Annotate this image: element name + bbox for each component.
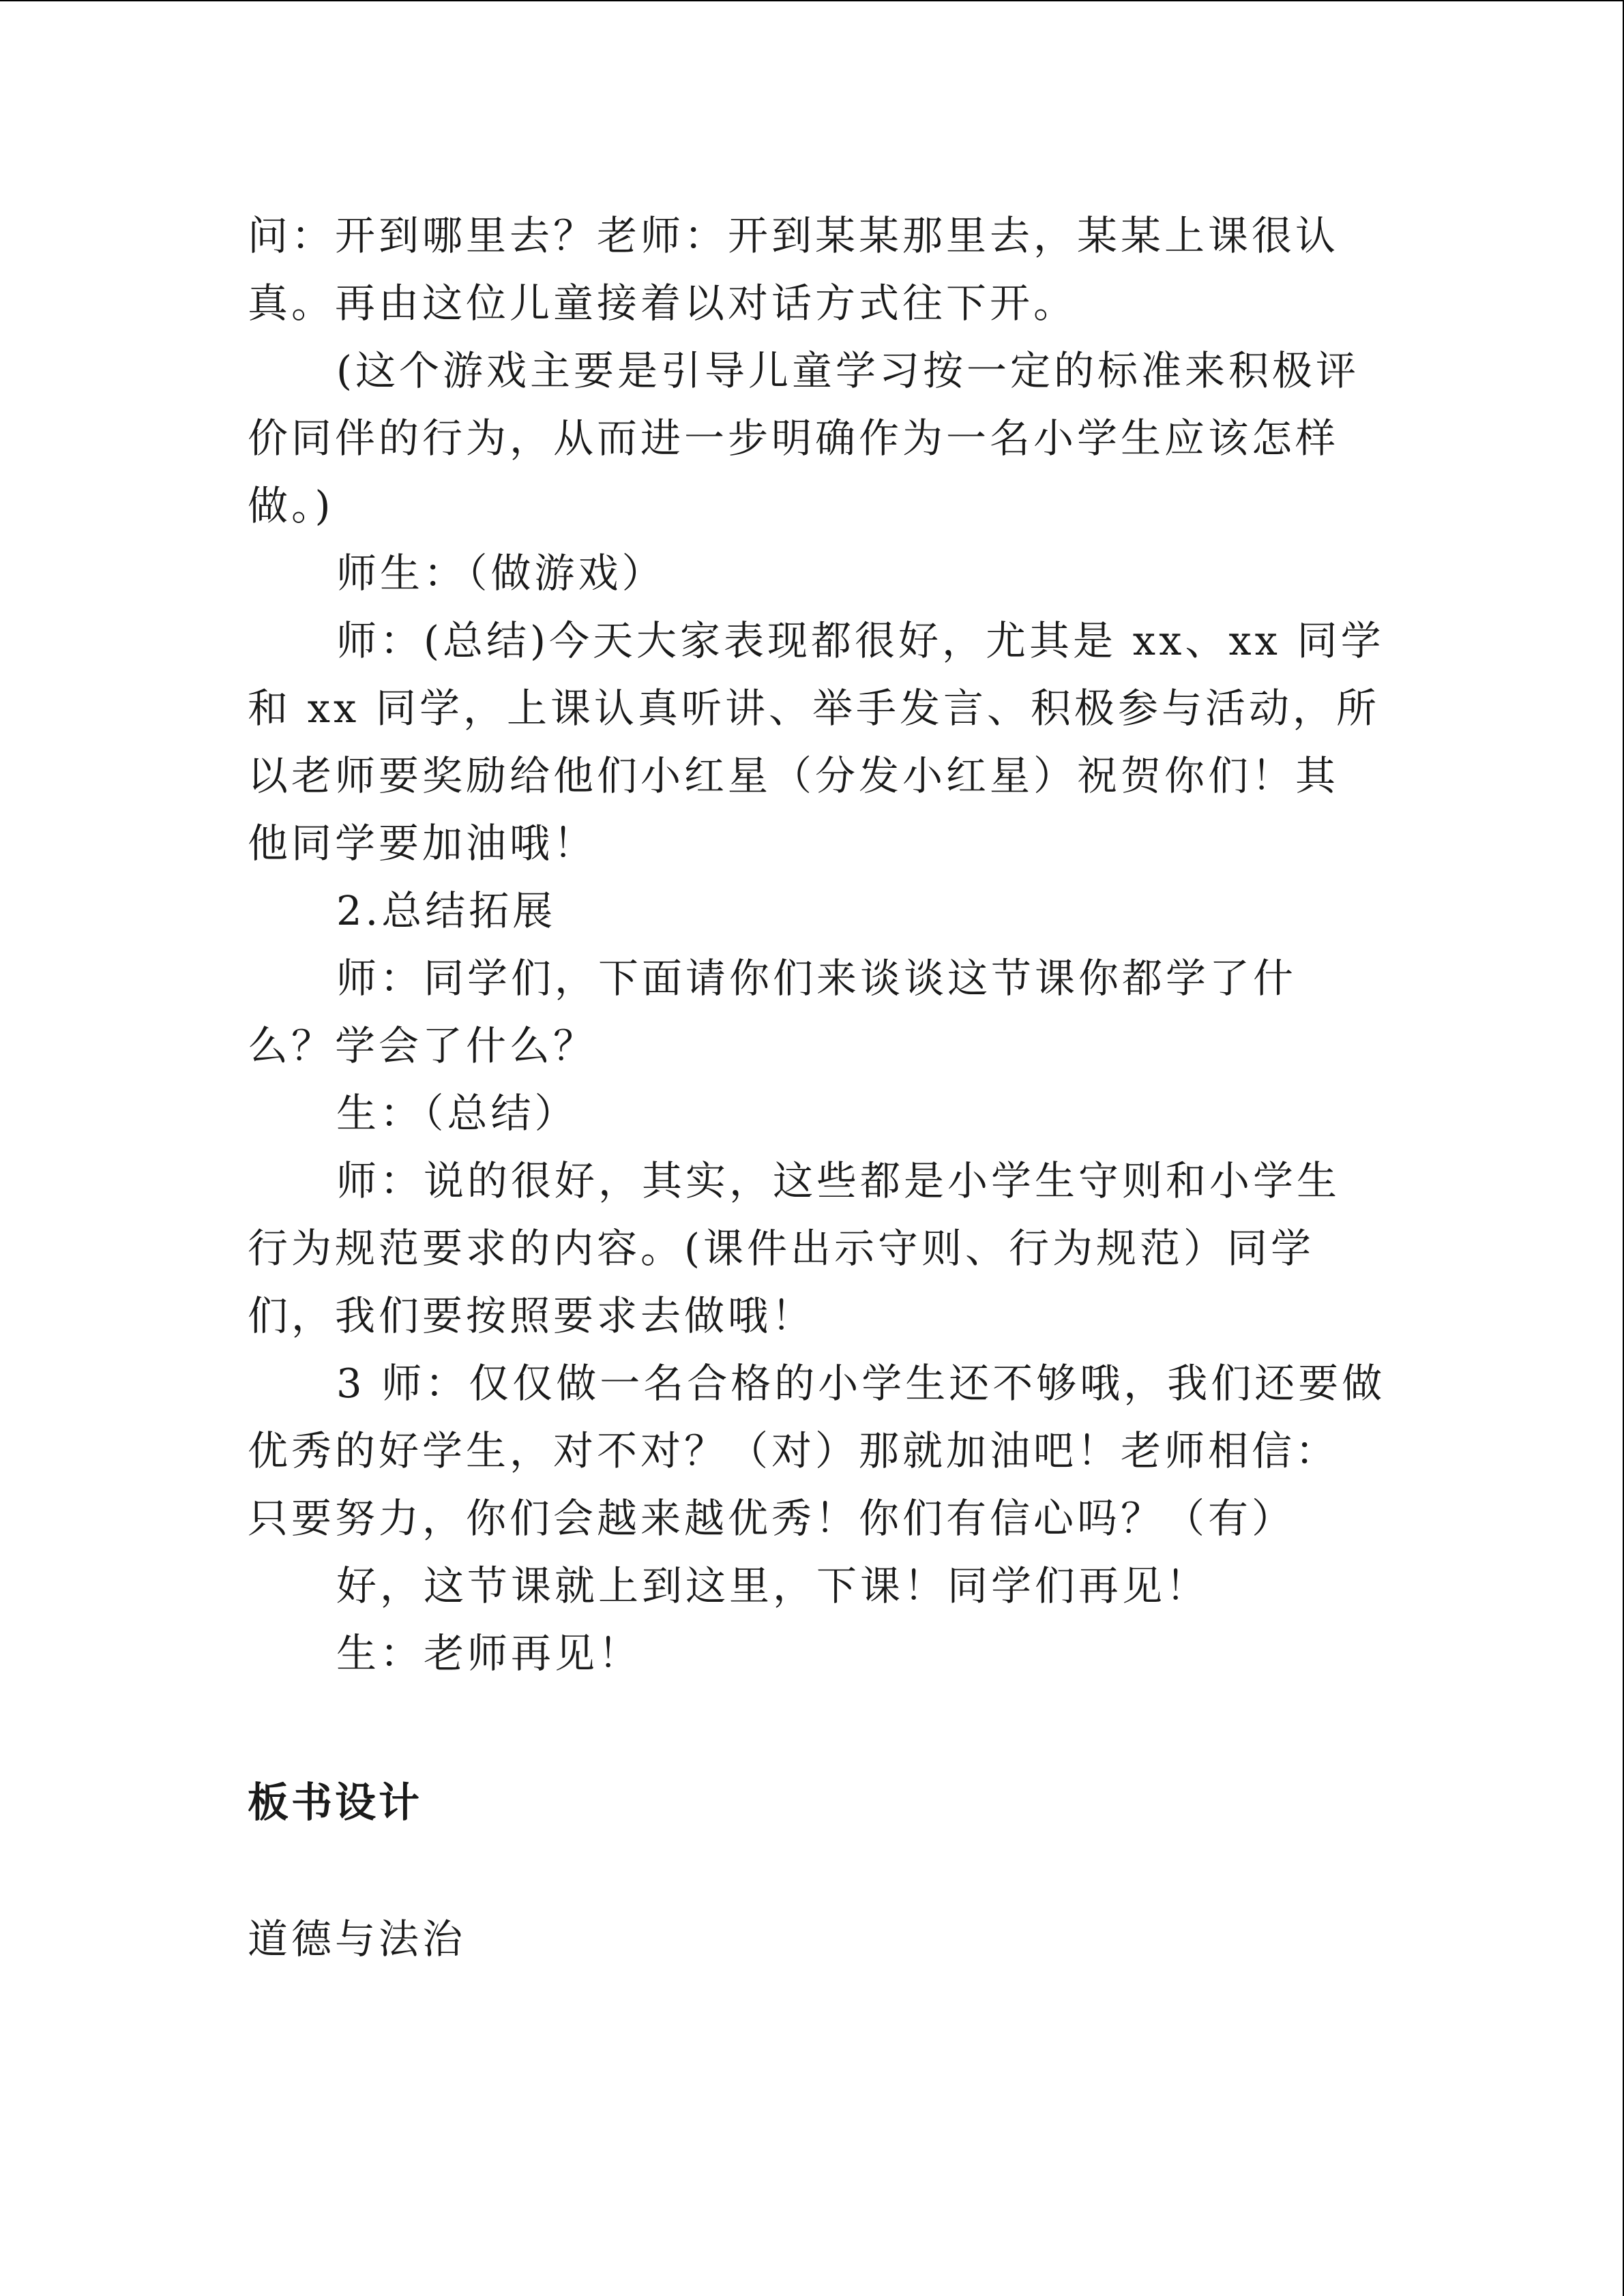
text-line: 3 师：仅仅做一名合格的小学生还不够哦，我们还要做 [336, 1360, 1386, 1407]
text-line: 和 xx 同学，上课认真听讲、举手发言、积极参与活动，所 [248, 685, 1381, 732]
board-subject-text: 道德与法治 [248, 1915, 467, 1963]
text-line: 以老师要奖励给他们小红星（分发小红星）祝贺你们！其 [248, 752, 1340, 799]
section-number-line: 2.总结拓展 [336, 887, 557, 934]
text-line: 生：老师再见！ [336, 1630, 643, 1677]
text-line: 他同学要加油哦！ [248, 820, 597, 867]
text-line: 优秀的好学生，对不对？（对）那就加油吧！老师相信： [248, 1427, 1340, 1474]
text-line: 师：同学们，下面请你们来谈谈这节课你都学了什 [336, 955, 1297, 1002]
text-line: 们，我们要按照要求去做哦！ [248, 1292, 816, 1339]
text-line: 生：（总结） [336, 1090, 578, 1137]
text-line: 只要努力，你们会越来越优秀！你们有信心吗？（有） [248, 1495, 1296, 1542]
text-line: 价同伴的行为，从而进一步明确作为一名小学生应该怎样 [248, 415, 1340, 462]
text-line: 好，这节课就上到这里，下课！同学们再见！ [336, 1562, 1210, 1609]
text-line: 真。再由这位儿童接着以对话方式往下开。 [248, 280, 1078, 327]
text-line: 师：说的很好，其实，这些都是小学生守则和小学生 [336, 1157, 1341, 1204]
text-line: 么？学会了什么？ [248, 1022, 597, 1069]
text-line: 行为规范要求的内容。(课件出示守则、行为规范）同学 [248, 1225, 1315, 1272]
text-line: 师生：（做游戏） [336, 550, 666, 597]
text-line: 做。) [248, 482, 334, 529]
text-line: (这个游戏主要是引导儿童学习按一定的标准来积极评 [336, 347, 1360, 394]
text-line: 师：(总结)今天大家表现都很好，尤其是 xx、xx 同学 [336, 617, 1385, 664]
board-design-heading: 板书设计 [248, 1779, 422, 1827]
page-top-border [0, 0, 1623, 1]
text-line: 问：开到哪里去？老师：开到某某那里去，某某上课很认 [248, 212, 1340, 259]
